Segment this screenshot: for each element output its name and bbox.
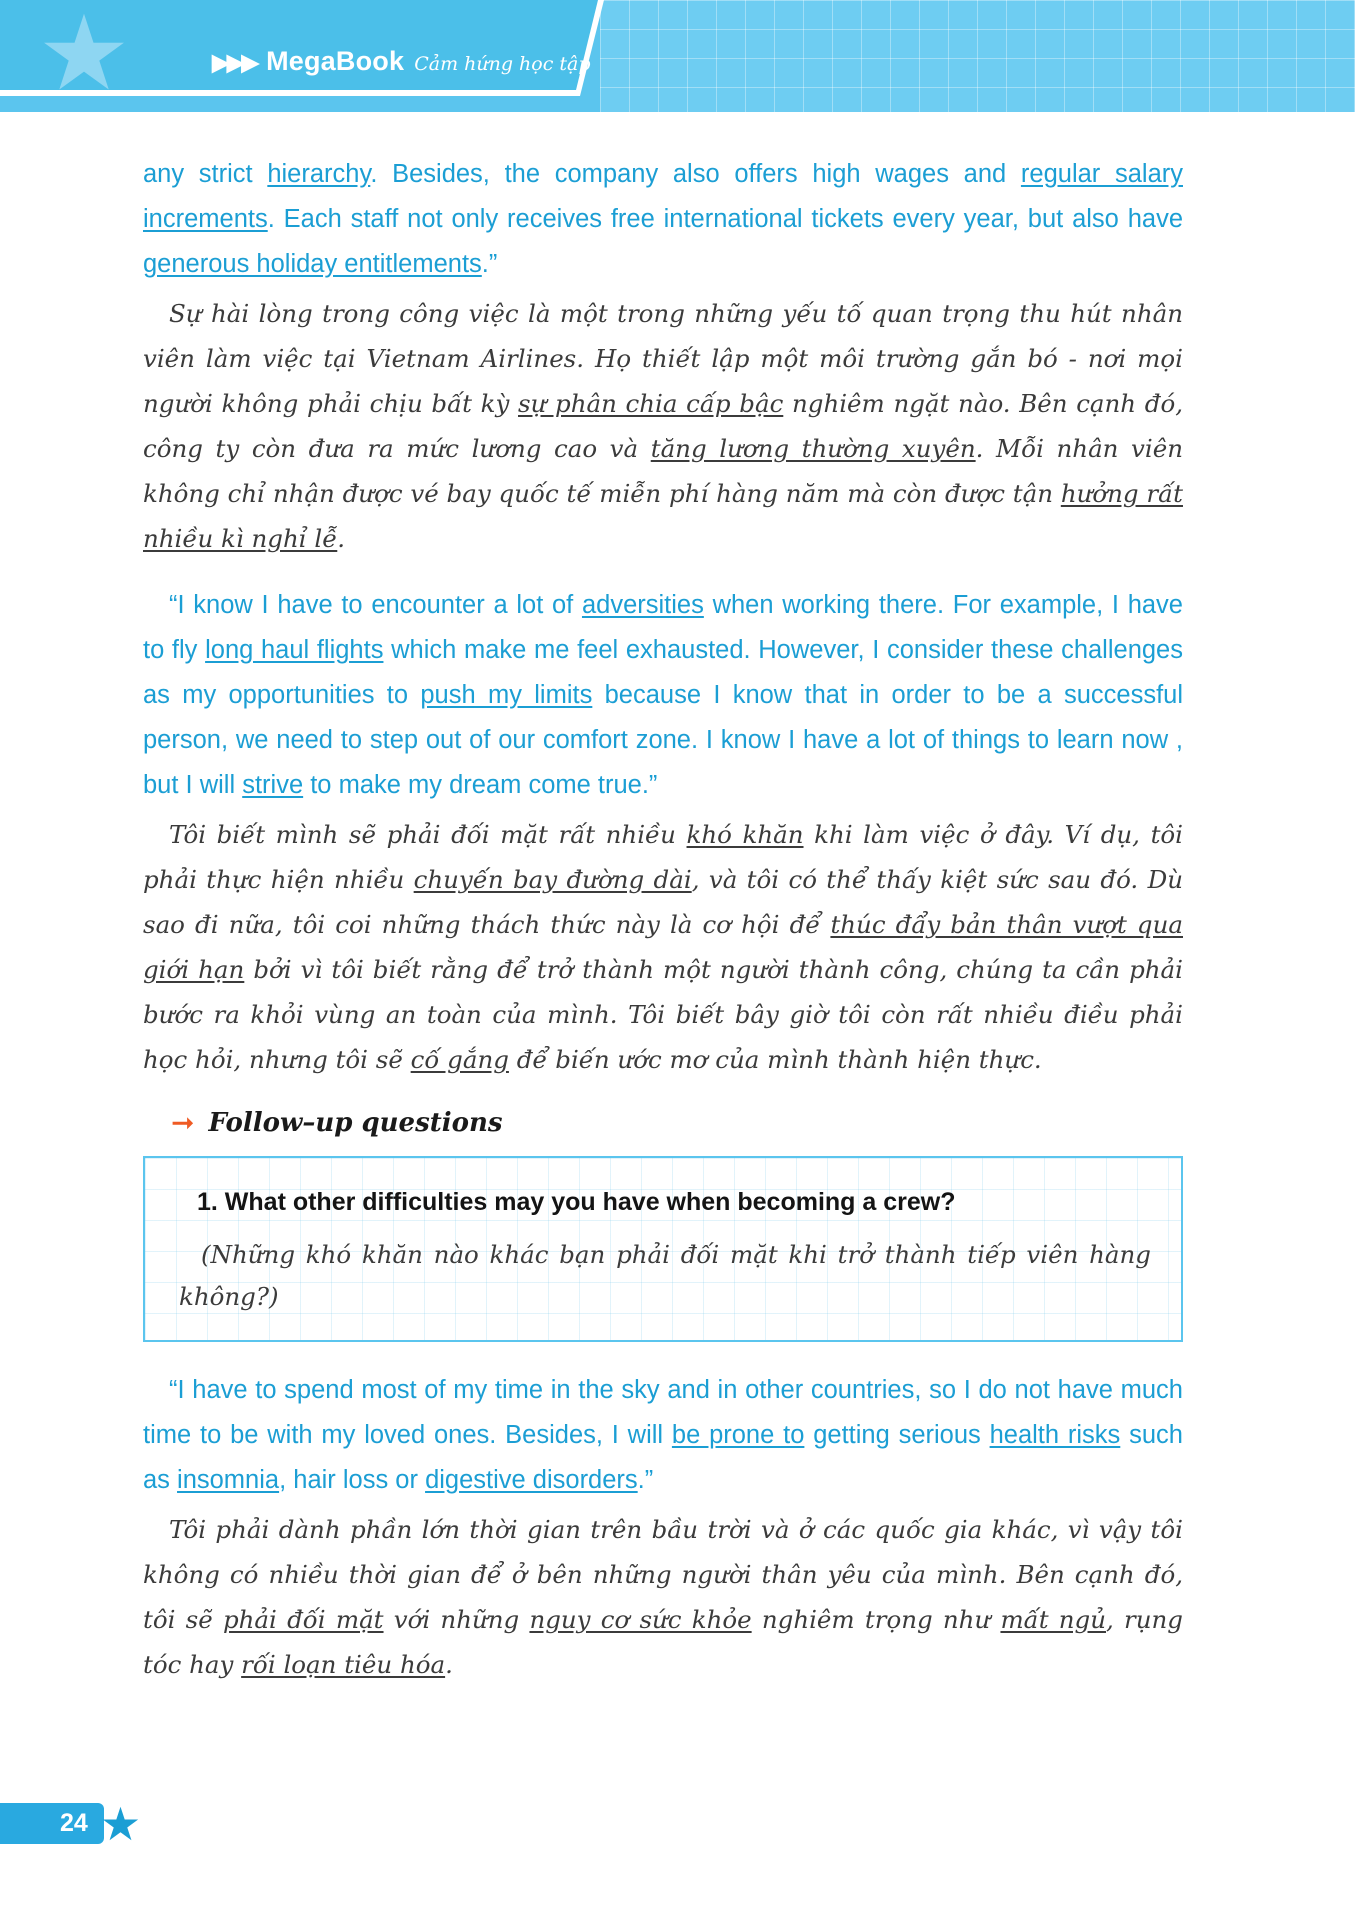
text-segment: để biến ước mơ của mình thành hiện thực. <box>508 1045 1042 1074</box>
question-vietnamese: (Những khó khăn nào khác bạn phải đối mặt khi trở thành tiếp viên hàng không?) <box>179 1240 1151 1311</box>
underlined-phrase: strive <box>242 771 304 799</box>
underlined-phrase: push my limits <box>420 681 593 709</box>
underlined-phrase: mất ngủ <box>1000 1605 1107 1634</box>
text-segment: . <box>445 1650 453 1679</box>
underlined-phrase: rối loạn tiêu hóa <box>241 1650 446 1679</box>
text-segment: when working there. For example, I have to fly <box>143 591 1183 664</box>
underlined-phrase: insomnia <box>177 1466 280 1494</box>
underlined-phrase: tăng lương thường xuyên <box>650 434 976 463</box>
content-column <box>143 152 1183 1691</box>
text-segment: nghiêm trọng như <box>751 1605 1001 1634</box>
question-box <box>143 1156 1183 1342</box>
brand-tagline: Cảm hứng học tập <box>414 53 591 75</box>
paragraph-vietnamese-3 <box>143 1507 1183 1687</box>
underlined-phrase: nguy cơ sức khỏe <box>529 1605 752 1634</box>
underlined-phrase: regular salary increments <box>143 160 1183 233</box>
text-segment: “I know I have to encounter a lot of <box>169 591 582 619</box>
text-segment: với những <box>383 1605 530 1634</box>
underlined-phrase: long haul flights <box>205 636 384 664</box>
underlined-phrase: hưởng rất nhiều kì nghỉ lễ <box>143 479 1183 553</box>
text-segment: Tôi biết mình sẽ phải đối mặt rất nhiều <box>169 820 687 849</box>
follow-up-label: Follow–up questions <box>208 1108 503 1138</box>
text-segment: .” <box>637 1466 654 1494</box>
page-number: 24 <box>0 1803 104 1844</box>
text-segment: .” <box>481 250 498 278</box>
question-english: 1. What other difficulties may you have when becoming a crew? <box>197 1188 956 1216</box>
text-segment: to make my dream come true.” <box>303 771 658 799</box>
arrow-right-icon: ➞ <box>171 1107 195 1138</box>
underlined-phrase: be prone to <box>671 1421 805 1449</box>
paragraph-vietnamese-2 <box>143 812 1183 1082</box>
text-segment: . <box>337 524 346 553</box>
text-segment: . Each staff not only receives free international tickets every year, but also have <box>267 205 1183 233</box>
paragraph-english-2 <box>143 583 1183 808</box>
underlined-phrase: hierarchy <box>267 160 371 188</box>
paragraph-english-3 <box>143 1368 1183 1503</box>
text-segment: , rụng tóc hay <box>143 1605 1183 1679</box>
page-header-band <box>0 0 1355 112</box>
brand-logo <box>212 46 591 77</box>
text-segment: . Mỗi nhân viên không chỉ nhận được vé bay quốc tế miễn phí hàng năm mà còn được tận <box>143 434 1184 508</box>
underlined-phrase: health risks <box>989 1421 1121 1449</box>
text-segment: khi làm việc ở đây. Ví dụ, tôi phải thực hiện nhiều <box>143 820 1183 894</box>
text-segment: nghiêm ngặt nào. Bên cạnh đó, công ty còn đưa ra mức lương cao và <box>143 389 1183 463</box>
underlined-phrase: chuyến bay đường dài <box>413 865 692 894</box>
text-segment: , hair loss or <box>279 1466 426 1494</box>
text-segment: any strict <box>143 160 268 188</box>
text-segment: , và tôi có thể thấy kiệt sức sau đó. Dù sao đi nữa, tôi coi những thách thức này là cơ hội để <box>143 865 1183 939</box>
paragraph-english-1 <box>143 152 1183 287</box>
underlined-phrase: phải đối mặt <box>222 1605 384 1634</box>
underlined-phrase: generous holiday entitlements <box>143 250 482 278</box>
text-segment: because I know that in order to be a successful person, we need to step out of our comfort zone. I know I have a lot of things to learn now , but I will <box>143 681 1184 799</box>
underlined-phrase: sự phân chia cấp bậc <box>518 389 784 418</box>
chevrons-icon: ▶▶▶ <box>212 49 257 75</box>
underlined-phrase: cố gắng <box>410 1045 509 1074</box>
follow-up-heading <box>171 1108 1183 1138</box>
text-segment: which make me feel exhausted. However, I consider these challenges as my opportunities to <box>143 636 1183 709</box>
text-segment: getting serious <box>804 1421 990 1449</box>
underlined-phrase: adversities <box>581 591 704 619</box>
text-segment: . Besides, the company also offers high wages and <box>370 160 1021 188</box>
text-segment: such as <box>143 1421 1183 1494</box>
underlined-phrase: khó khăn <box>686 820 804 849</box>
text-segment: Sự hài lòng trong công việc là một trong những yếu tố quan trọng thu hút nhân viên làm việc tại Vietnam Airlines. Họ thiết lập một môi trường gắn bó - nơi mọi người không phải chịu bất kỳ <box>143 299 1183 418</box>
brand-name: MegaBook <box>266 46 405 76</box>
star-icon: ★ <box>99 1797 142 1850</box>
underlined-phrase: thúc đẩy bản thân vượt qua giới hạn <box>143 910 1183 984</box>
paragraph-vietnamese-1 <box>143 291 1183 561</box>
page-footer <box>0 1797 142 1850</box>
header-grid-pattern <box>600 0 1355 112</box>
underlined-phrase: digestive disorders <box>425 1466 638 1494</box>
text-segment: bởi vì tôi biết rằng để trở thành một người thành công, chúng ta cần phải bước ra khỏi vùng an toàn của mình. Tôi biết bây giờ tôi còn rất nhiều điều phải học hỏi, nhưng tôi sẽ <box>143 955 1183 1074</box>
text-segment: “I have to spend most of my time in the sky and in other countries, so I do not have much time to be with my loved ones. Besides, I will <box>143 1376 1183 1449</box>
text-segment: Tôi phải dành phần lớn thời gian trên bầu trời và ở các quốc gia khác, vì vậy tôi không có nhiều thời gian để ở bên những người thân yêu của mình. Bên cạnh đó, tôi sẽ <box>143 1515 1183 1634</box>
star-icon: ★ <box>37 0 131 112</box>
